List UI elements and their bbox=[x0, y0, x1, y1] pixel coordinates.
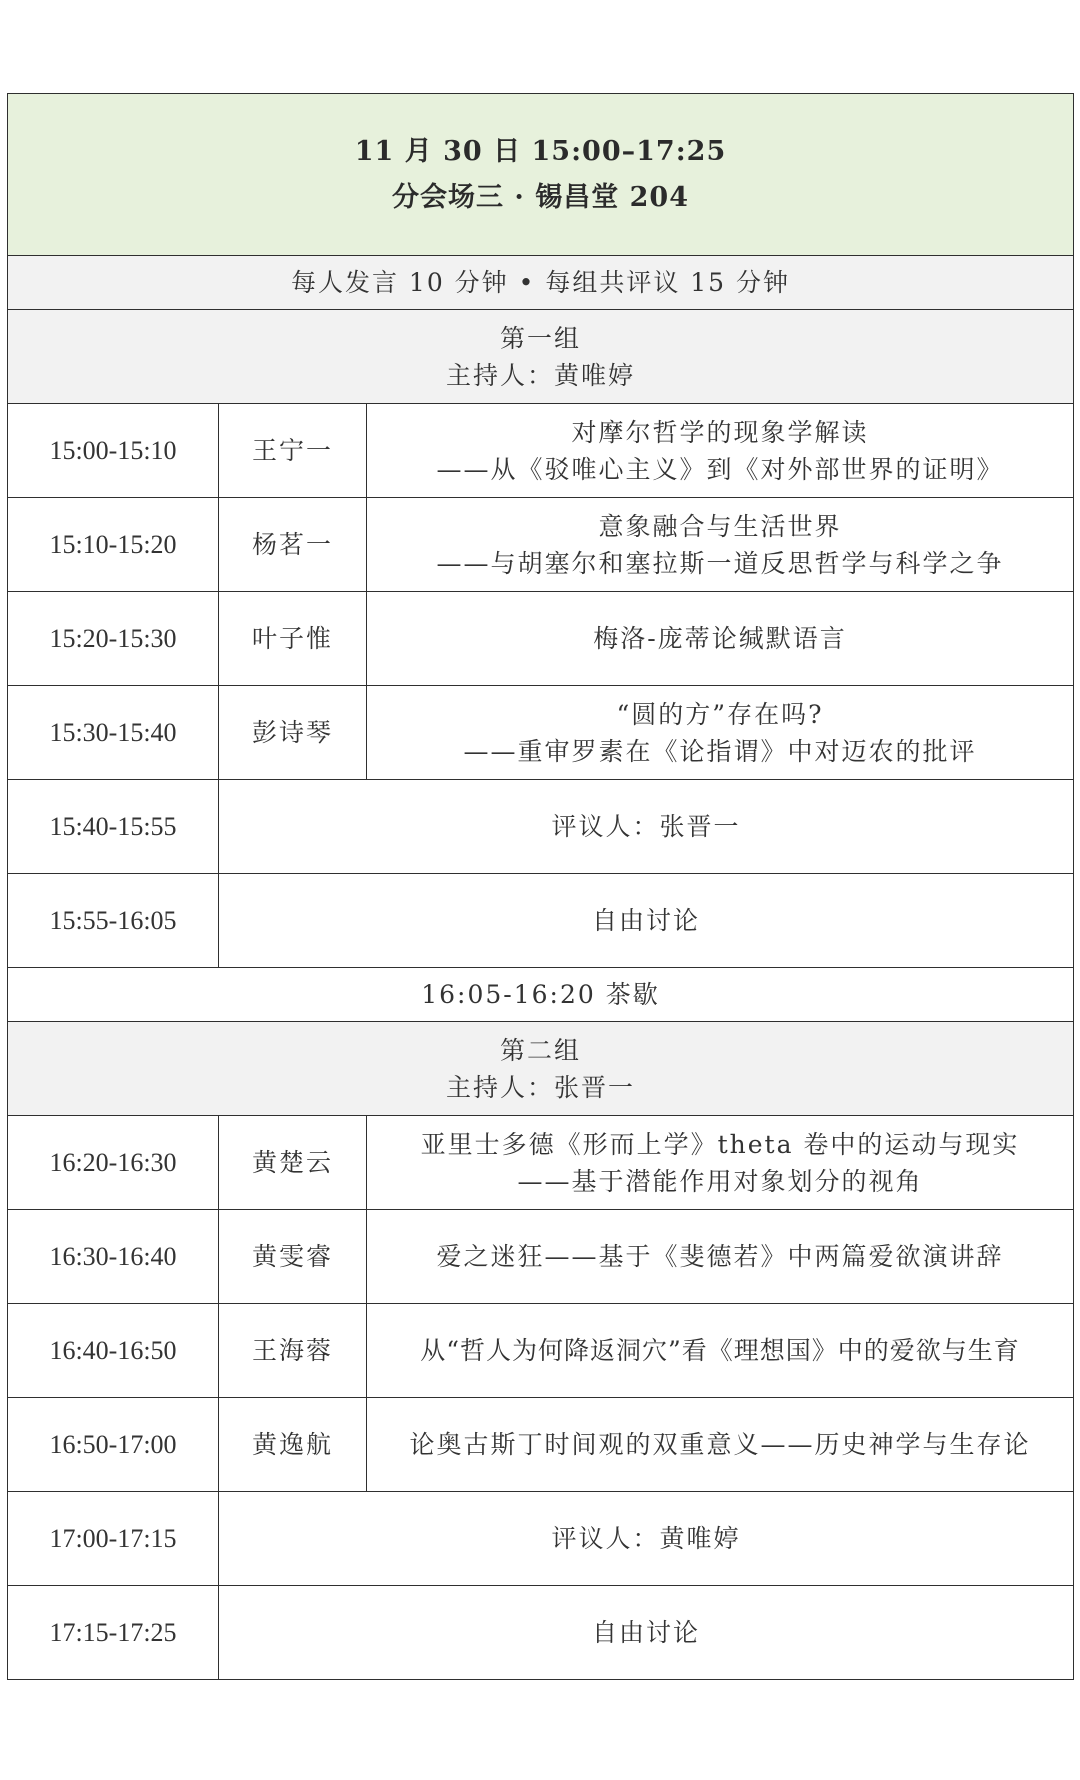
tea-break: 16:05-16:20 茶歇 bbox=[8, 968, 1074, 1022]
schedule-table bbox=[7, 93, 1074, 1680]
row-topic bbox=[367, 404, 1074, 498]
row-time: 15:10-15:20 bbox=[8, 498, 219, 592]
discussion-row bbox=[8, 874, 1074, 968]
topic-subtitle: ——与胡塞尔和塞拉斯一道反思哲学与科学之争 bbox=[436, 548, 1004, 578]
row-time: 15:55-16:05 bbox=[8, 874, 219, 968]
row-time: 15:40-15:55 bbox=[8, 780, 219, 874]
table-row bbox=[8, 592, 1074, 686]
row-time: 15:00-15:10 bbox=[8, 404, 219, 498]
table-row bbox=[8, 1116, 1074, 1210]
topic-subtitle: ——重审罗素在《论指谓》中对迈农的批评 bbox=[463, 736, 977, 766]
row-speaker: 黄楚云 bbox=[219, 1116, 367, 1210]
row-topic bbox=[367, 1116, 1074, 1210]
topic-title: 意象融合与生活世界 bbox=[598, 511, 842, 541]
row-topic bbox=[367, 1210, 1074, 1304]
group-2-name: 第二组 bbox=[500, 1035, 582, 1065]
row-time: 15:20-15:30 bbox=[8, 592, 219, 686]
group-1-name: 第一组 bbox=[500, 323, 582, 353]
table-row bbox=[8, 686, 1074, 780]
row-time: 15:30-15:40 bbox=[8, 686, 219, 780]
row-time: 16:20-16:30 bbox=[8, 1116, 219, 1210]
group-2-header bbox=[8, 1022, 1074, 1116]
session-venue: 分会场三 · 锡昌堂 204 bbox=[392, 181, 689, 213]
row-topic bbox=[367, 498, 1074, 592]
table-row bbox=[8, 404, 1074, 498]
discussion-row bbox=[8, 1586, 1074, 1680]
topic-title: 对摩尔哲学的现象学解读 bbox=[571, 417, 869, 447]
row-speaker: 王海蓉 bbox=[219, 1304, 367, 1398]
table-row bbox=[8, 1398, 1074, 1492]
row-speaker: 黄雯睿 bbox=[219, 1210, 367, 1304]
row-time: 17:00-17:15 bbox=[8, 1492, 219, 1586]
row-speaker: 叶子惟 bbox=[219, 592, 367, 686]
free-discussion: 自由讨论 bbox=[219, 874, 1074, 968]
topic-title: 爱之迷狂——基于《斐德若》中两篇爱欲演讲辞 bbox=[436, 1242, 1004, 1271]
topic-title: 论奥古斯丁时间观的双重意义——历史神学与生存论 bbox=[409, 1430, 1031, 1459]
timing-note: 每人发言 10 分钟 • 每组共评议 15 分钟 bbox=[8, 256, 1074, 310]
free-discussion: 自由讨论 bbox=[219, 1586, 1074, 1680]
topic-title: 梅洛-庞蒂论缄默语言 bbox=[593, 624, 847, 653]
commentary-row bbox=[8, 780, 1074, 874]
row-time: 16:30-16:40 bbox=[8, 1210, 219, 1304]
topic-subtitle: ——从《驳唯心主义》到《对外部世界的证明》 bbox=[436, 454, 1004, 484]
topic-title: 从“哲人为何降返洞穴”看《理想国》中的爱欲与生育 bbox=[420, 1336, 1020, 1365]
row-time: 17:15-17:25 bbox=[8, 1586, 219, 1680]
row-speaker: 杨茗一 bbox=[219, 498, 367, 592]
row-speaker: 王宁一 bbox=[219, 404, 367, 498]
session-header bbox=[8, 94, 1074, 256]
commentary-row bbox=[8, 1492, 1074, 1586]
row-topic bbox=[367, 1398, 1074, 1492]
row-topic bbox=[367, 592, 1074, 686]
table-row bbox=[8, 498, 1074, 592]
row-topic bbox=[367, 1304, 1074, 1398]
row-speaker: 黄逸航 bbox=[219, 1398, 367, 1492]
commentator: 评议人：黄唯婷 bbox=[219, 1492, 1074, 1586]
topic-title: 亚里士多德《形而上学》theta 卷中的运动与现实 bbox=[420, 1129, 1020, 1159]
session-date-time: 11 月 30 日 15:00–17:25 bbox=[354, 135, 727, 167]
table-row bbox=[8, 1304, 1074, 1398]
topic-title: “圆的方”存在吗? bbox=[616, 699, 824, 729]
commentator: 评议人：张晋一 bbox=[219, 780, 1074, 874]
group-1-header bbox=[8, 310, 1074, 404]
table-row bbox=[8, 1210, 1074, 1304]
row-speaker: 彭诗琴 bbox=[219, 686, 367, 780]
row-time: 16:50-17:00 bbox=[8, 1398, 219, 1492]
group-1-host: 主持人：黄唯婷 bbox=[446, 360, 636, 390]
group-2-host: 主持人：张晋一 bbox=[446, 1072, 636, 1102]
row-topic bbox=[367, 686, 1074, 780]
topic-subtitle: ——基于潜能作用对象划分的视角 bbox=[517, 1166, 923, 1196]
row-time: 16:40-16:50 bbox=[8, 1304, 219, 1398]
